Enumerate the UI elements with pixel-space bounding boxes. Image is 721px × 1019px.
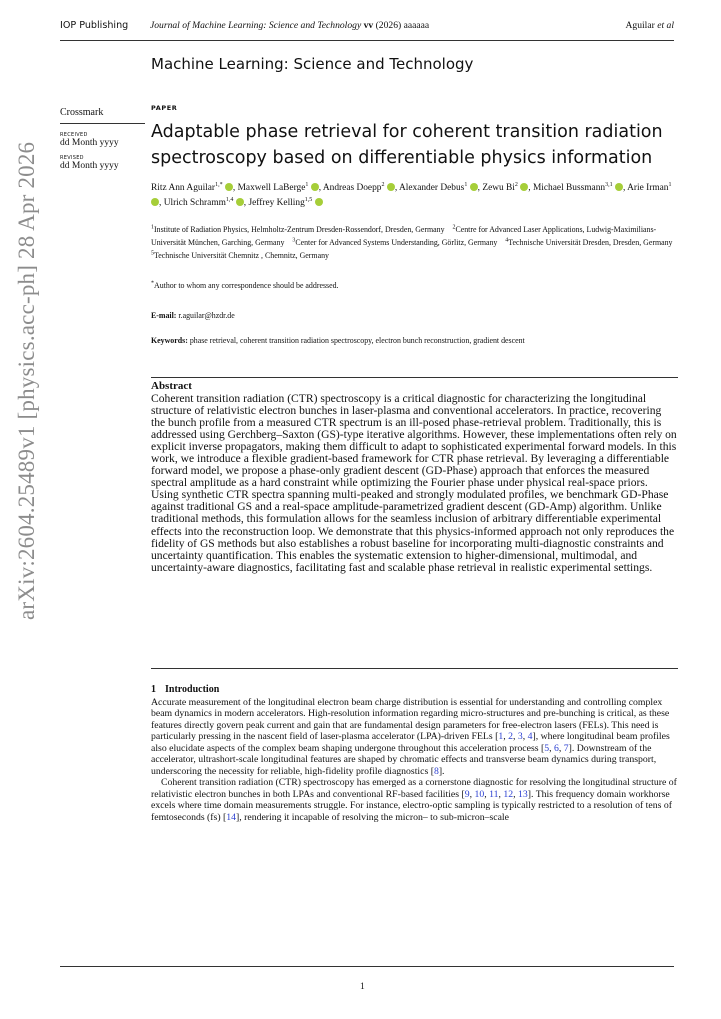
text-run: ], rendering it incapable of resolving the micron– to sub-micron–scale <box>236 811 509 823</box>
revised-label: REVISED <box>60 155 84 161</box>
author-name: Jeffrey Kelling <box>248 197 305 208</box>
text-run: , <box>549 742 554 754</box>
email-address[interactable]: r.aguilar@hzdr.de <box>178 311 235 320</box>
publisher-name: IOP Publishing <box>60 20 129 31</box>
citation-link[interactable]: 7 <box>563 742 569 754</box>
author <box>238 183 319 193</box>
author-name: Zewu Bi <box>482 183 515 193</box>
citation-link[interactable]: 10 <box>474 788 485 800</box>
author-name: Arie Irman <box>627 183 669 193</box>
orcid-icon[interactable] <box>311 183 319 191</box>
author <box>248 198 322 208</box>
abstract-text: Coherent transition radiation (CTR) spectroscopy is a critical diagnostic for characterizing the longitudinal structure of relativistic electron bunches in laser-plasma and conventional accelerators. In practice, recovering the bunch profile from a measured CTR spectrum is an ill-posed phase-retrieval problem. Traditionally, this is addressed using Gerchberg–Saxton (GS)-type iterative algorithms. However, these implementations often rely on explicit inverse propagators, making them difficult to adapt to sophisticated experimental forward models. In this work, we introduce a flexible gradient-based framework for CTR phase retrieval. By leveraging a differentiable forward model, we propose a phase-only gradient descent (GD-Phase) approach that enforces the measured spectral amplitude as a hard constraint while optimizing the Fourier phase under physical real-space priors. Using synthetic CTR spectra spanning multi-peaked and strongly modulated profiles, we benchmark GD-Phase against traditional GS and a real-space amplitude-parametrized gradient descent (GD-Amp) algorithm. Unlike traditional methods, this formulation allows for the seamless inclusion of arbitrary differentiable experimental effects into the reconstruction loop. We demonstrate that this physics-informed approach not only reproduces the fidelity of GS methods but also establishes a robust baseline for incorporating multi-diagnostic constraints and uncertainty quantification. This enables the systematic extension to higher-dimensional, multimodal, and uncertainty-aware diagnostics, facilitating fast and scalable phase retrieval in realistic experimental settings. <box>151 392 677 574</box>
crossmark-link[interactable]: Crossmark <box>60 107 104 118</box>
received-block <box>60 132 145 148</box>
corresponding-note: *Author to whom any correspondence should be addressed. <box>151 280 339 290</box>
abstract-top-rule <box>151 377 678 378</box>
author <box>151 183 233 193</box>
orcid-icon[interactable] <box>470 183 478 191</box>
text-run: , <box>469 788 475 800</box>
received-date: dd Month yyyy <box>60 138 119 148</box>
text-run: ]. <box>438 765 445 777</box>
author-name: Ritz Ann Aguilar <box>151 183 216 193</box>
citation-link[interactable]: 12 <box>503 788 514 800</box>
author <box>323 183 395 193</box>
author-affiliation-marker: 1,4 <box>225 196 234 203</box>
author-affiliation-marker: 3,1 <box>605 181 613 188</box>
journal-title: Machine Learning: Science and Technology <box>151 55 474 73</box>
text-run: , <box>512 731 518 743</box>
orcid-icon[interactable] <box>315 198 323 206</box>
text-run: , <box>498 788 504 800</box>
paper-title: Adaptable phase retrieval for coherent transition radiation spectroscopy based on differentiable physics information <box>151 122 663 168</box>
text-run: Coherent transition radiation (CTR) spectroscopy has emerged as a cornerstone diagnostic for resolving the longitudinal structure of relativistic electron bunches in both LPAs and conventional RF-based facilities [ <box>151 777 677 800</box>
paragraph <box>151 777 678 823</box>
author-affiliation-marker: 1 <box>464 181 468 188</box>
journal-name: Journal of Machine Learning: Science and Technology <box>150 20 362 31</box>
affiliation: $^5$Technische Universität Chemnitz , Chemnitz, Germany <box>151 250 329 261</box>
citation-link[interactable]: 1 <box>498 731 504 743</box>
citation-link[interactable]: 4 <box>527 731 533 743</box>
affiliations <box>151 223 681 263</box>
header-rule <box>60 40 674 41</box>
author-name: Maxwell LaBerge <box>237 183 306 193</box>
author-name: Andreas Doepp <box>322 183 382 193</box>
text-run: Accurate measurement of the longitudinal electron beam charge distribution is essential for understanding and controlling complex beam dynamics in modern accelerators. High-resolution information regarding micro-structures and pre-bunching is critical, as these features directly govern peak current and gain that are fundamental design parameters for free-electron lasers (FELs). This need is particularly pressing in the nascent field of laser-plasma accelerator (LPA)-driven FELs [ <box>151 697 670 743</box>
text-run: ], where longitudinal beam profiles also elucidate aspects of the complex beam shaping undergone throughout this acceleration process [ <box>151 731 670 754</box>
arxiv-stamp: arXiv:2604.25489v1 [physics.acc-ph] 28 Apr 2026 <box>14 141 39 620</box>
journal-year-article: (2026) aaaaaa <box>375 20 430 31</box>
author <box>482 183 528 193</box>
page-number: 1 <box>360 982 365 992</box>
journal-citation <box>150 20 429 31</box>
citation-link[interactable]: 8 <box>433 765 439 777</box>
author-name: Ulrich Schramm <box>163 197 226 208</box>
text-run: , <box>522 731 528 743</box>
author-affiliation-marker: 1 <box>668 181 672 188</box>
author-affiliation-marker: 1,* <box>215 181 223 188</box>
text-run: ]. Downstream of the accelerator, ultrashort-scale longitudinal features are shaped by chromatic effects and transverse beam dynamics during transport, underscoring the necessity for reliable, high-fidelity profile diagnostics [ <box>151 742 657 777</box>
author-name: Michael Bussmann <box>532 183 606 193</box>
author-name: Alexander Debus <box>398 183 465 193</box>
text-run: , <box>484 788 490 800</box>
abstract-bottom-rule <box>151 668 678 669</box>
citation-link[interactable]: 11 <box>489 788 499 800</box>
orcid-icon[interactable] <box>151 198 159 206</box>
keywords-line: Keywords: phase retrieval, coherent transition radiation spectroscopy, electron bunch reconstruction, gradient descent <box>151 336 525 345</box>
citation-link[interactable]: 2 <box>508 731 513 743</box>
author-affiliation-marker: 1 <box>305 181 309 188</box>
section-heading: 1 Introduction <box>151 684 220 695</box>
citation-link[interactable]: 5 <box>544 742 550 754</box>
footer-rule <box>60 966 674 967</box>
affiliation: $^2$Centre for Advanced Laser Applications, Ludwig-Maximilians-Universität München, Garching, Germany <box>151 224 657 248</box>
email-line: E-mail: r.aguilar@hzdr.de <box>151 311 235 320</box>
paper-type-label: PAPER <box>151 104 178 112</box>
affiliation: $^4$Technische Universität Dresden, Dresden, Germany <box>505 237 673 248</box>
author-affiliation-marker: 1,5 <box>304 196 313 203</box>
orcid-icon[interactable] <box>387 183 395 191</box>
citation-link[interactable]: 13 <box>518 788 528 800</box>
orcid-icon[interactable] <box>520 183 528 191</box>
paragraph <box>151 697 678 777</box>
affiliation: $^3$Center for Advanced Systems Understanding, Görlitz, Germany <box>292 237 498 248</box>
sidebar-divider <box>60 123 145 124</box>
abstract-heading: Abstract <box>151 380 192 392</box>
orcid-icon[interactable] <box>236 198 244 206</box>
revised-block <box>60 155 145 171</box>
affiliation: $^1$Institute of Radiation Physics, Helmholtz-Zentrum Dresden-Rossendorf, Dresden, Germany <box>151 224 445 234</box>
citation-link[interactable]: 9 <box>464 788 470 800</box>
author <box>399 183 478 193</box>
text-run: , <box>513 788 518 800</box>
author <box>533 183 623 193</box>
running-header <box>60 20 674 40</box>
author-affiliation-marker: 2 <box>381 181 385 188</box>
running-author: Aguilar et al <box>625 20 674 31</box>
text-run: , <box>503 731 509 743</box>
orcid-icon[interactable] <box>615 183 623 191</box>
citation-link[interactable]: 14 <box>226 811 237 823</box>
journal-volume: vv <box>363 20 374 31</box>
author <box>164 198 244 208</box>
orcid-icon[interactable] <box>225 183 233 191</box>
revised-date: dd Month yyyy <box>60 161 119 171</box>
introduction-body <box>151 697 678 823</box>
citation-link[interactable]: 6 <box>553 742 559 754</box>
text-run: ]. This frequency domain workhorse excels where time domain measurements struggle. For instance, electro-optic sampling is typically restricted to a resolution of tens of femtoseconds (fs) [ <box>151 788 672 823</box>
text-run: , <box>558 742 564 754</box>
author-affiliation-marker: 2 <box>514 181 518 188</box>
citation-link[interactable]: 3 <box>517 731 523 743</box>
author-list: Ritz Ann Aguilar$^{1,*}$ , Maxwell LaBerge$^1$ , Andreas Doepp$^2$ , Alexander Debus$^1$ , Zewu Bi$^2$ , Michael Bussmann$^{3,1}$ , Arie Irman$^1$ , Ulrich Schramm$^{1,4}$ , Jeffrey Kelling$^{1,5}$ <box>151 181 672 208</box>
received-label: RECEIVED <box>60 132 88 138</box>
